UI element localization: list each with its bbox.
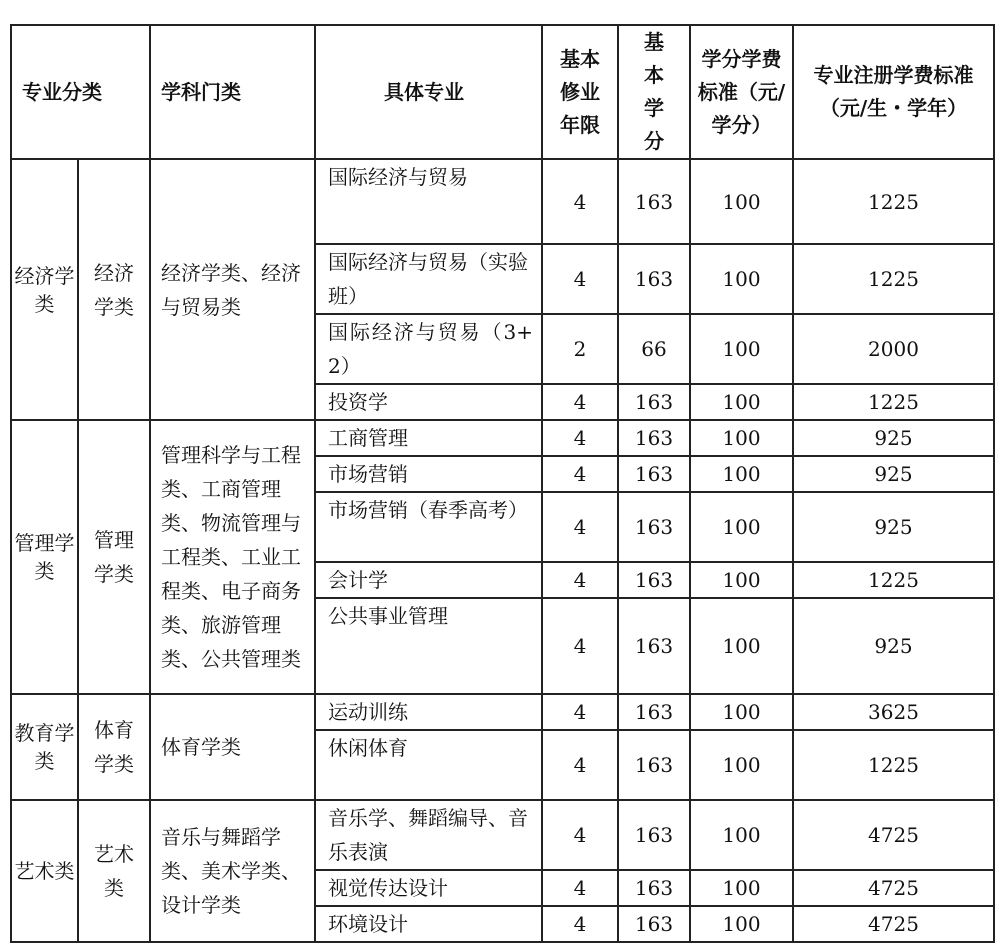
- credits-cell: 163: [618, 456, 690, 492]
- header-credits: 基本学分: [618, 25, 690, 159]
- years-cell: 4: [542, 694, 618, 730]
- tuition-cell: 1225: [793, 562, 994, 598]
- tuition-cell: 4725: [793, 870, 994, 906]
- credits-cell: 66: [618, 314, 690, 384]
- table-row: [11, 800, 994, 870]
- credit-fee-cell: 100: [690, 456, 793, 492]
- discipline-cell: 管理科学与工程类、工商管理类、物流管理与工程类、工业工程类、电子商务类、旅游管理类、公共管理类: [150, 420, 315, 694]
- credit-fee-cell: 100: [690, 562, 793, 598]
- header-years: 基本修业年限: [542, 25, 618, 159]
- major-cell: 国际经济与贸易（3+2）: [315, 314, 542, 384]
- table-row: [11, 694, 994, 730]
- category-cell: 经济学类: [11, 159, 78, 420]
- credits-cell: 163: [618, 598, 690, 694]
- category-cell: 管理学类: [11, 420, 78, 694]
- major-cell: 国际经济与贸易（实验班）: [315, 244, 542, 314]
- credits-cell: 163: [618, 562, 690, 598]
- discipline-cell: 音乐与舞蹈学类、美术学类、设计学类: [150, 800, 315, 942]
- years-cell: 4: [542, 870, 618, 906]
- fee-standard-table: [10, 24, 995, 943]
- years-cell: 4: [542, 598, 618, 694]
- tuition-cell: 1225: [793, 730, 994, 800]
- years-cell: 2: [542, 314, 618, 384]
- tuition-cell: 1225: [793, 159, 994, 244]
- tuition-cell: 4725: [793, 906, 994, 942]
- subject-cell: 管理学类: [78, 420, 150, 694]
- subject-cell: 经济学类: [78, 159, 150, 420]
- category-cell: 教育学类: [11, 694, 78, 800]
- credit-fee-cell: 100: [690, 870, 793, 906]
- tuition-cell: 925: [793, 598, 994, 694]
- credit-fee-cell: 100: [690, 384, 793, 420]
- years-cell: 4: [542, 562, 618, 598]
- years-cell: 4: [542, 456, 618, 492]
- years-cell: 4: [542, 906, 618, 942]
- credit-fee-cell: 100: [690, 244, 793, 314]
- discipline-cell: 经济学类、经济与贸易类: [150, 159, 315, 420]
- header-credit-fee: 学分学费标准（元/学分）: [690, 25, 793, 159]
- years-cell: 4: [542, 244, 618, 314]
- credits-cell: 163: [618, 694, 690, 730]
- years-cell: 4: [542, 730, 618, 800]
- discipline-cell: 体育学类: [150, 694, 315, 800]
- tuition-cell: 2000: [793, 314, 994, 384]
- credits-cell: 163: [618, 906, 690, 942]
- credits-cell: 163: [618, 384, 690, 420]
- tuition-cell: 4725: [793, 800, 994, 870]
- major-cell: 音乐学、舞蹈编导、音乐表演: [315, 800, 542, 870]
- credits-cell: 163: [618, 730, 690, 800]
- years-cell: 4: [542, 420, 618, 456]
- credit-fee-cell: 100: [690, 694, 793, 730]
- credit-fee-cell: 100: [690, 800, 793, 870]
- major-cell: 运动训练: [315, 694, 542, 730]
- credits-cell: 163: [618, 159, 690, 244]
- table-row: [11, 420, 994, 456]
- header-row: [11, 25, 994, 159]
- credits-cell: 163: [618, 800, 690, 870]
- credit-fee-cell: 100: [690, 420, 793, 456]
- credit-fee-cell: 100: [690, 492, 793, 562]
- major-cell: 工商管理: [315, 420, 542, 456]
- tuition-cell: 3625: [793, 694, 994, 730]
- tuition-cell: 1225: [793, 384, 994, 420]
- years-cell: 4: [542, 492, 618, 562]
- years-cell: 4: [542, 384, 618, 420]
- header-major: 具体专业: [315, 25, 542, 159]
- major-cell: 国际经济与贸易: [315, 159, 542, 244]
- table-row: [11, 159, 994, 244]
- credit-fee-cell: 100: [690, 598, 793, 694]
- major-cell: 会计学: [315, 562, 542, 598]
- credits-cell: 163: [618, 244, 690, 314]
- credit-fee-cell: 100: [690, 159, 793, 244]
- credit-fee-cell: 100: [690, 730, 793, 800]
- years-cell: 4: [542, 800, 618, 870]
- tuition-cell: 925: [793, 492, 994, 562]
- header-category: 专业分类: [11, 25, 150, 159]
- years-cell: 4: [542, 159, 618, 244]
- tuition-cell: 925: [793, 456, 994, 492]
- header-tuition: 专业注册学费标准（元/生・学年）: [793, 25, 994, 159]
- major-cell: 投资学: [315, 384, 542, 420]
- credits-cell: 163: [618, 420, 690, 456]
- category-cell: 艺术类: [11, 800, 78, 942]
- credit-fee-cell: 100: [690, 314, 793, 384]
- credits-cell: 163: [618, 492, 690, 562]
- major-cell: 环境设计: [315, 906, 542, 942]
- major-cell: 公共事业管理: [315, 598, 542, 694]
- major-cell: 市场营销: [315, 456, 542, 492]
- tuition-cell: 925: [793, 420, 994, 456]
- header-discipline: 学科门类: [150, 25, 315, 159]
- major-cell: 视觉传达设计: [315, 870, 542, 906]
- subject-cell: 艺术类: [78, 800, 150, 942]
- tuition-cell: 1225: [793, 244, 994, 314]
- subject-cell: 体育学类: [78, 694, 150, 800]
- credit-fee-cell: 100: [690, 906, 793, 942]
- credits-cell: 163: [618, 870, 690, 906]
- major-cell: 市场营销（春季高考）: [315, 492, 542, 562]
- major-cell: 休闲体育: [315, 730, 542, 800]
